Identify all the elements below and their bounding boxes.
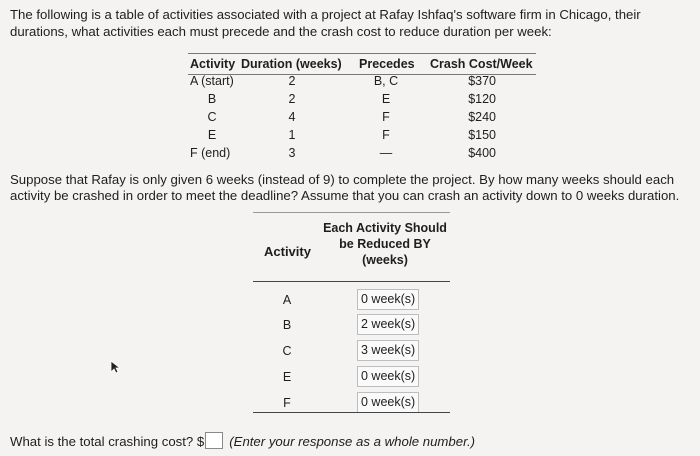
- weeks-input[interactable]: 0 week(s): [357, 392, 419, 413]
- weeks-input[interactable]: 0 week(s): [357, 289, 419, 310]
- activity-cell: A (start): [190, 74, 234, 88]
- activity-cell: E: [207, 128, 217, 142]
- activity-label: F: [283, 396, 291, 410]
- precedes-cell: —: [379, 146, 393, 160]
- precedes-cell: B, C: [373, 74, 399, 88]
- table-row: [253, 339, 450, 363]
- precedes-cell: E: [381, 92, 391, 106]
- mouse-cursor-icon: [110, 360, 122, 379]
- total-cost-hint: (Enter your response as a whole number.): [229, 434, 476, 449]
- cost-cell: $120: [468, 92, 496, 106]
- weeks-input[interactable]: 3 week(s): [357, 340, 419, 361]
- header-activity: Activity: [264, 244, 311, 259]
- duration-cell: 1: [288, 128, 296, 142]
- activity-label: C: [282, 344, 292, 358]
- duration-cell: 2: [288, 74, 296, 88]
- table-row: [253, 313, 450, 337]
- duration-cell: 2: [288, 92, 296, 106]
- cost-cell: $400: [468, 146, 496, 160]
- header-activity: Activity: [190, 57, 236, 71]
- total-cost-input[interactable]: [205, 432, 223, 449]
- table-row: [188, 146, 536, 163]
- duration-cell: 4: [288, 110, 296, 124]
- table-row: [188, 74, 536, 91]
- header-crash-cost: Crash Cost/Week: [430, 57, 533, 71]
- weeks-input[interactable]: 0 week(s): [357, 366, 419, 387]
- cost-cell: $370: [468, 74, 496, 88]
- precedes-cell: F: [382, 128, 390, 142]
- duration-cell: 3: [288, 146, 296, 160]
- weeks-input[interactable]: 2 week(s): [357, 314, 419, 335]
- table-row: [253, 365, 450, 389]
- table-divider: [253, 412, 450, 413]
- activity-cell: F (end): [190, 146, 231, 160]
- intro-text: The following is a table of activities associated with a project at Rafay Ishfaq's software firm in Chicago, their durations, what activities each must precede and the crash cost to reduce duration per week:: [10, 7, 641, 39]
- table-row: [188, 128, 536, 145]
- table-divider: [253, 212, 450, 213]
- precedes-cell: F: [382, 110, 390, 124]
- activity-cell: C: [207, 110, 217, 124]
- activity-label: E: [282, 370, 292, 384]
- activity-label: A: [282, 293, 292, 307]
- activities-table-header: [188, 53, 536, 75]
- header-duration: Duration (weeks): [241, 57, 342, 71]
- header-reduced-by: Each Activity Should be Reduced BY (weeks): [323, 221, 447, 267]
- table-row: [188, 92, 536, 109]
- activity-cell: B: [207, 92, 217, 106]
- cost-cell: $240: [468, 110, 496, 124]
- question-text: Suppose that Rafay is only given 6 weeks (instead of 9) to complete the project. By how many weeks should each activity be crashed in order to meet the deadline? Assume that you can crash an activity down to 0 weeks duration.: [10, 172, 680, 203]
- cost-cell: $150: [468, 128, 496, 142]
- header-precedes: Precedes: [359, 57, 415, 71]
- total-cost-label: What is the total crashing cost? $: [10, 434, 205, 449]
- activity-label: B: [282, 318, 292, 332]
- table-row: [253, 288, 450, 312]
- table-divider: [253, 281, 450, 282]
- table-row: [188, 110, 536, 127]
- total-cost-question: [10, 432, 475, 449]
